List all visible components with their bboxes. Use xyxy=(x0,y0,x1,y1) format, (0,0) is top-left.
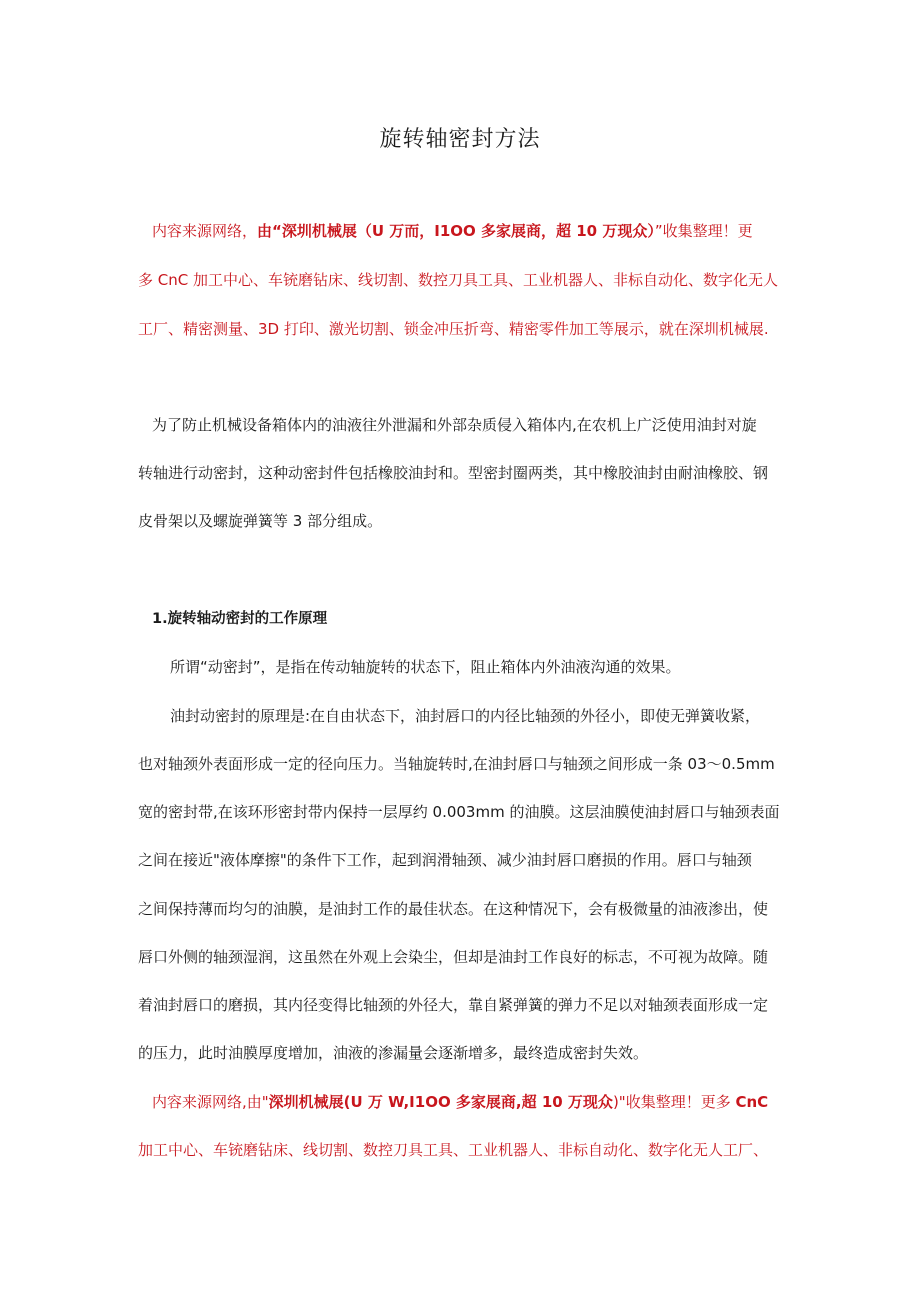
section-para-1: 所谓“动密封”，是指在传动轴旋转的状态下，阻止箱体内外油液沟通的效果。 xyxy=(170,658,681,676)
section-para-2-line-6: 唇口外侧的轴颈湿润，这虽然在外观上会染尘，但却是油封工作良好的标志，不可视为故障。随 xyxy=(138,948,769,966)
intro-line-2: 转轴进行动密封，这种动密封件包括橡胶油封和。型密封圈两类，其中橡胶油封由耐油橡胶、钢 xyxy=(138,464,769,482)
intro-line-1: 为了防止机械设备箱体内的油液往外泄漏和外部杂质侵入箱体内,在农机上广泛使用油封对旋 xyxy=(152,416,757,434)
promo-expo-name: 由“深圳机械展（U 万而，I1OO 多家展商，超 10 万现众） xyxy=(257,222,655,240)
section-para-2-line-5: 之间保持薄而均匀的油膜，是油封工作的最佳状态。在这种情况下，会有极微量的油液渗出，使 xyxy=(138,900,769,918)
promo-line-2: 多 CnC 加工中心、车铳磨钻床、线切割、数控刀具工具、工业机器人、非标自动化、数字化无人 xyxy=(138,271,778,289)
promo-source-text: 内容来源网络， xyxy=(152,222,258,240)
promo-collected-text: ”收集整理！更 xyxy=(654,222,753,240)
promo2-expo-name: 深圳机械展(U 万 W,I1OO 多家展商,超 10 万现众 xyxy=(268,1093,613,1111)
promo-line-3: 工厂、精密测量、3D 打印、激光切割、锁金冲压折弯、精密零件加工等展示，就在深圳机械展. xyxy=(138,320,769,338)
promo2-line-2: 加工中心、车铳磨钻床、线切割、数控刀具工具、工业机器人、非标自动化、数字化无人工厂、 xyxy=(138,1141,769,1159)
promo2-collected-text: )"收集整理！更多 xyxy=(612,1093,736,1111)
section-para-2-line-7: 着油封唇口的磨损，其内径变得比轴颈的外径大，靠自紧弹簧的弹力不足以对轴颈表面形成一定 xyxy=(138,996,769,1014)
section-para-2-line-8: 的压力，此时油膜厚度增加，油液的渗漏量会逐渐增多，最终造成密封失效。 xyxy=(138,1044,649,1062)
section-para-2-line-4: 之间在接近"液体摩擦"的条件下工作，起到润滑轴颈、减少油封唇口磨损的作用。唇口与轴颈 xyxy=(138,851,752,869)
intro-line-3: 皮骨架以及螺旋弹簧等 3 部分组成。 xyxy=(138,512,383,530)
promo2-source-text: 内容来源网络,由" xyxy=(152,1093,269,1111)
section-heading: 1.旋转轴动密封的工作原理 xyxy=(152,611,328,627)
promo-line-1 xyxy=(152,220,788,242)
promo2-line-1 xyxy=(152,1091,788,1113)
promo2-cnc-text: CnC xyxy=(735,1093,769,1111)
section-para-2-line-2: 也对轴颈外表面形成一定的径向压力。当轴旋转时,在油封唇口与轴颈之间形成一条 03～0.5mm xyxy=(138,755,775,773)
page-title: 旋转轴密封方法 xyxy=(379,127,541,152)
section-para-2-line-1: 油封动密封的原理是:在自由状态下，油封唇口的内径比轴颈的外径小，即使无弹簧收紧， xyxy=(170,707,761,725)
section-para-2-line-3: 宽的密封带,在该环形密封带内保持一层厚约 0.003mm 的油膜。这层油膜使油封唇口与轴颈表面 xyxy=(138,803,780,821)
